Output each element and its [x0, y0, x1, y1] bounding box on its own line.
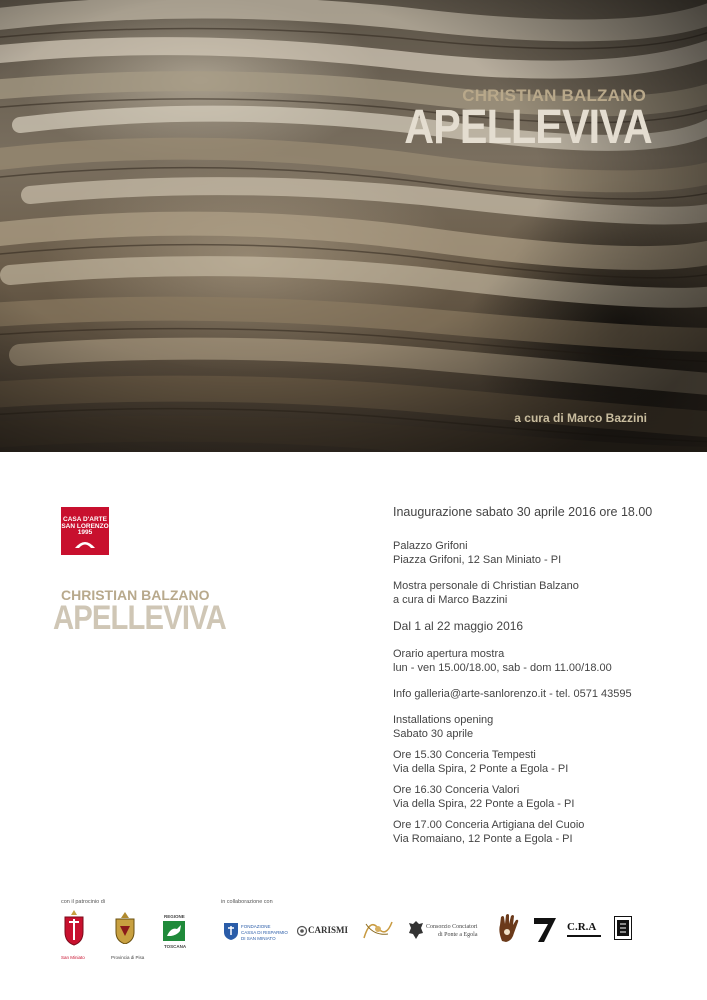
carismi-emblem-icon [297, 925, 307, 937]
provincia-pisa-crest-icon [113, 912, 137, 944]
hero-exhibition-title: APELLEVIVA [404, 101, 652, 154]
installations-label: Installations opening [393, 714, 494, 726]
event-info [393, 505, 693, 853]
patronage-label: con il patrocinio di [61, 899, 106, 905]
exhibition-title: APELLEVIVA [53, 599, 226, 637]
number-seven-logo-icon [533, 915, 557, 943]
san-miniato-crest-icon [63, 910, 85, 946]
exhibition-dates: Dal 1 al 22 maggio 2016 [393, 619, 524, 633]
corner-emblem-icon [614, 916, 632, 940]
regione-toscana-pegasus-icon [163, 921, 185, 941]
logo-line-1: CASA D'ARTE [63, 516, 107, 523]
artisan-decorative-logo-icon [360, 914, 396, 944]
stop-time: Ore 17.00 Conceria Artigiana del Cuoio [393, 819, 585, 831]
stop-time: Ore 16.30 Conceria Valori [393, 784, 520, 796]
logo-line-3: 1995 [77, 529, 93, 536]
show-description: Mostra personale di Christian Balzano [393, 580, 579, 592]
stop-address: Via della Spira, 22 Ponte a Egola - PI [393, 798, 575, 810]
installations-date: Sabato 30 aprile [393, 728, 474, 740]
venue-address: Piazza Grifoni, 12 San Miniato - PI [393, 554, 562, 566]
venue-name: Palazzo Grifoni [393, 540, 468, 552]
fondazione-line-3: DI SAN MINIATO [241, 936, 276, 941]
hours-block [393, 647, 693, 675]
collaboration-label: in collaborazione con [221, 899, 273, 905]
stop-address: Via Romaiano, 12 Ponte a Egola - PI [393, 833, 573, 845]
stop-address: Via della Spira, 2 Ponte a Egola - PI [393, 763, 569, 775]
installation-stop-3 [393, 818, 693, 846]
san-miniato-caption: San Miniato [61, 955, 85, 960]
carismi-logo-text: CARISMI [308, 925, 349, 935]
consorzio-hide-icon [409, 921, 423, 939]
hero-curator: a cura di Marco Bazzini [514, 411, 647, 425]
regione-label-bottom: TOSCANA [164, 944, 187, 949]
arch-icon [74, 540, 96, 548]
handprint-icon [496, 913, 522, 943]
inauguration-line: Inaugurazione sabato 30 aprile 2016 ore 18.00 [393, 505, 653, 519]
stop-time: Ore 15.30 Conceria Tempesti [393, 749, 536, 761]
hero-photo [0, 0, 707, 452]
hours-label: Orario apertura mostra [393, 648, 505, 660]
show-curator: a cura di Marco Bazzini [393, 594, 508, 606]
provincia-caption: Provincia di Pisa [111, 955, 145, 960]
hero-artist-name: CHRISTIAN BALZANO [462, 86, 646, 105]
show-block [393, 579, 693, 607]
installation-stop-1 [393, 748, 693, 776]
artist-name: CHRISTIAN BALZANO [61, 587, 210, 603]
hides-stack-image [0, 0, 707, 452]
venue-block [393, 539, 693, 567]
installation-stop-2 [393, 783, 693, 811]
logo-line-2: SAN LORENZO [61, 522, 109, 530]
cra-logo-text: C.R.A [567, 921, 597, 933]
hours-value: lun - ven 15.00/18.00, sab - dom 11.00/18.00 [393, 662, 612, 674]
contact-line[interactable]: Info galleria@arte-sanlorenzo.it - tel. 0571 43595 [393, 688, 632, 700]
fondazione-line-1: FONDAZIONE [241, 924, 271, 929]
gallery-logo [61, 507, 109, 555]
consorzio-line-1: Consorzio Conciatori [426, 924, 478, 930]
consorzio-line-2: di Ponte a Egola [438, 932, 478, 938]
installations-block [393, 713, 693, 741]
cra-underline [567, 935, 601, 937]
fondazione-line-2: CASSA DI RISPARMIO [241, 930, 288, 935]
regione-label-top: REGIONE [164, 914, 185, 919]
fondazione-shield-icon [223, 922, 239, 940]
